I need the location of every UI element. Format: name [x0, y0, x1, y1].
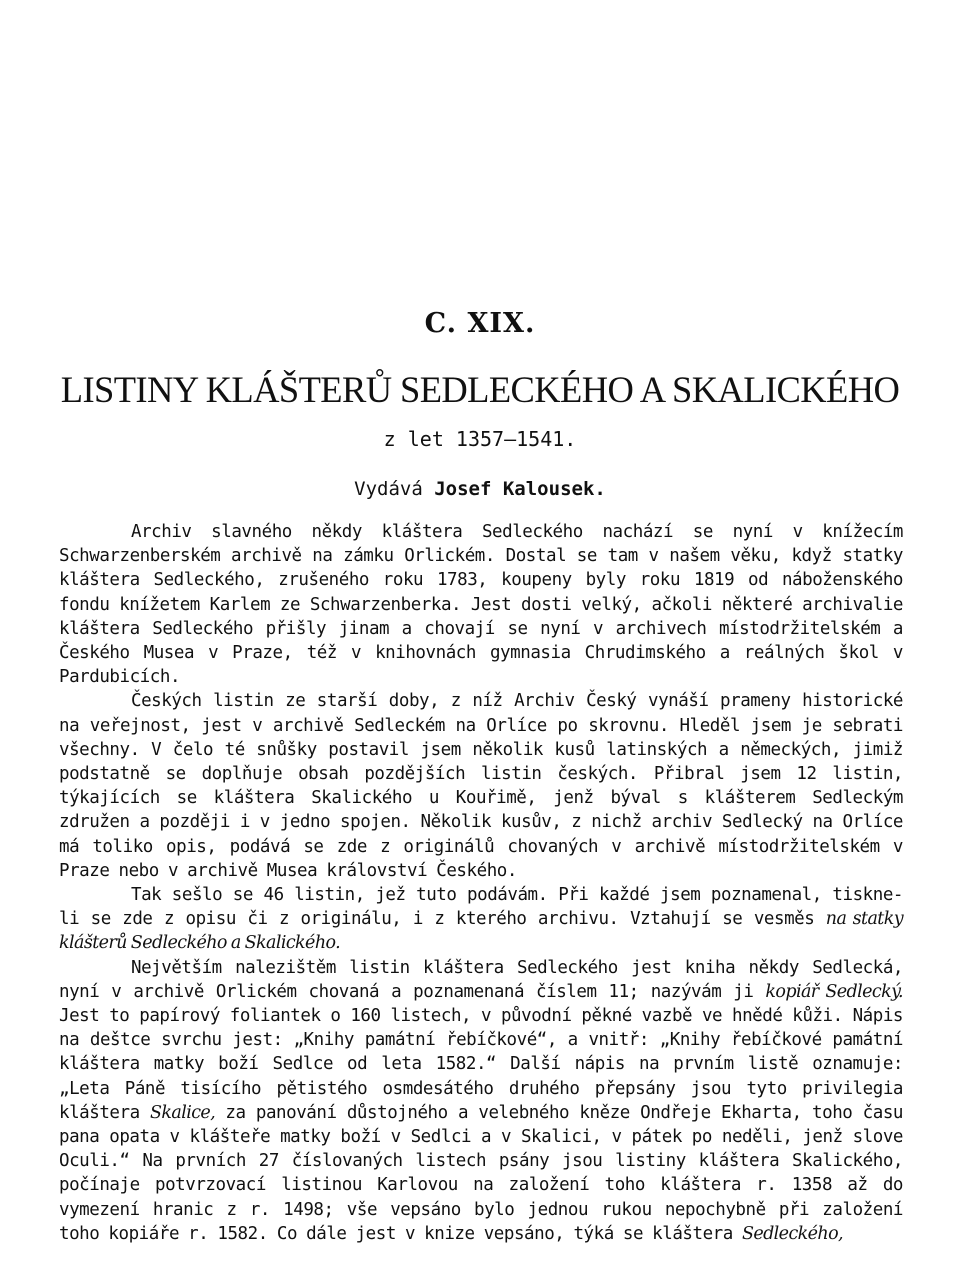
paragraph-text: za panování důstojného a velebného kněze Ondřeje Ekharta, toho času pana opata v klášteře matky boží v Sedlci a v Skalici, v pátek po neděli, jenž slove Oculi.“ Na prvních 27 číslovaných listech psány jsou listiny kláštera Skalického, počínaje potvrzovací listinou Karlovou na založení toho kláštera r. 1358 až do vymezení hranic z r. 1498; vše vepsáno bylo jednou rukou nepochybně při založení toho kopiáře r. 1582. Co dále jest v knize vepsáno, týká se kláštera — [59, 1102, 903, 1244]
italic-text: Skalice, — [149, 1102, 216, 1123]
paragraph-text: Jest to papírový foliantek o 160 listech, v původní pěkné vazbě ve hnědé kůži. Nápis na deštce svrchu jest: „Knihy památní řebíčkové“, a vnitř: „Knihy řebíčkové památní kláštera matky boží Sedlce od leta 1582.“ Další nápis na prvním listě oznamuje: „Leta Páně tisícího pětistého osmdesátého druhého přepsány jsou tyto privilegia kláštera — [59, 1006, 903, 1123]
body-paragraph — [59, 956, 903, 1246]
paragraph-text: Archiv slavného někdy kláštera Sedleckého nachází se nyní v knížecím Schwarzenberském archivě na zámku Orlickém. Dostal se tam v našem věku, když statky kláštera Sedleckého, zrušeného roku 1783, koupeny byly roku 1819 od náboženského fondu knížetem Karlem ze Schwarzenberka. Jest dosti velký, ačkoli některé archivalie kláštera Sedleckého přišly jinam a chovají se nyní v archivech místodržitelském a Českého Musea v Praze, též v knihovnách gymnasia Chrudimského a reálných škol v Pardubicích. — [59, 522, 903, 688]
italic-text: Sedleckého, — [741, 1223, 843, 1244]
editor-prefix: Vydává — [354, 478, 435, 500]
italic-text: kopiář Sedlecký. — [765, 981, 904, 1002]
document-title: LISTINY KLÁŠTERŮ SEDLECKÉHO A SKALICKÉHO — [60, 369, 900, 410]
document-subtitle: z let 1357—1541. — [383, 427, 577, 451]
section-number: C. XIX. — [424, 308, 536, 339]
body-text — [59, 520, 903, 1246]
paragraph-text: Tak sešlo se 46 listin, jež tuto podávám. Při každé jsem poznamenal, tiskne-li se zde z opisu či z originálu, i z kterého archivu. Vztahují se vesměs — [59, 885, 903, 930]
paragraph-text: Největším nalezištěm listin kláštera Sedleckého jest kniha někdy Sedlecká, nyní v archivě Orlickém chovaná a poznamenaná číslem 11; nazývám ji — [59, 957, 903, 1002]
editor-name: Josef Kalousek. — [434, 478, 606, 500]
body-paragraph — [59, 520, 903, 689]
italic-text: na statky klášterů Sedleckého a Skalického. — [59, 909, 903, 954]
body-paragraph — [59, 883, 903, 956]
body-paragraph — [59, 689, 903, 883]
paragraph-text: Českých listin ze starší doby, z níž Archiv Český vynáší prameny historické na veřejnost, jest v archivě Sedleckém na Orlíce po skrovnu. Hleděl jsem je sebrati všechny. V čelo té snůšky postavil jsem několik kusů latinských a německých, jimiž podstatně se doplňuje obsah pozdějších listin českých. Přibral jsem 12 listin, týkajících se kláštera Skalického u Kouřimě, jenž býval s klášterem Sedleckým združen a později i v jedno spojen. Několik kusův, z nichž archiv Sedlecký na Orlíce má toliko opis, podává se zde z originálů chovaných v archivě místodržitelském v Praze nebo v archivě Musea království Českého. — [59, 691, 903, 881]
editor-line — [0, 478, 960, 500]
